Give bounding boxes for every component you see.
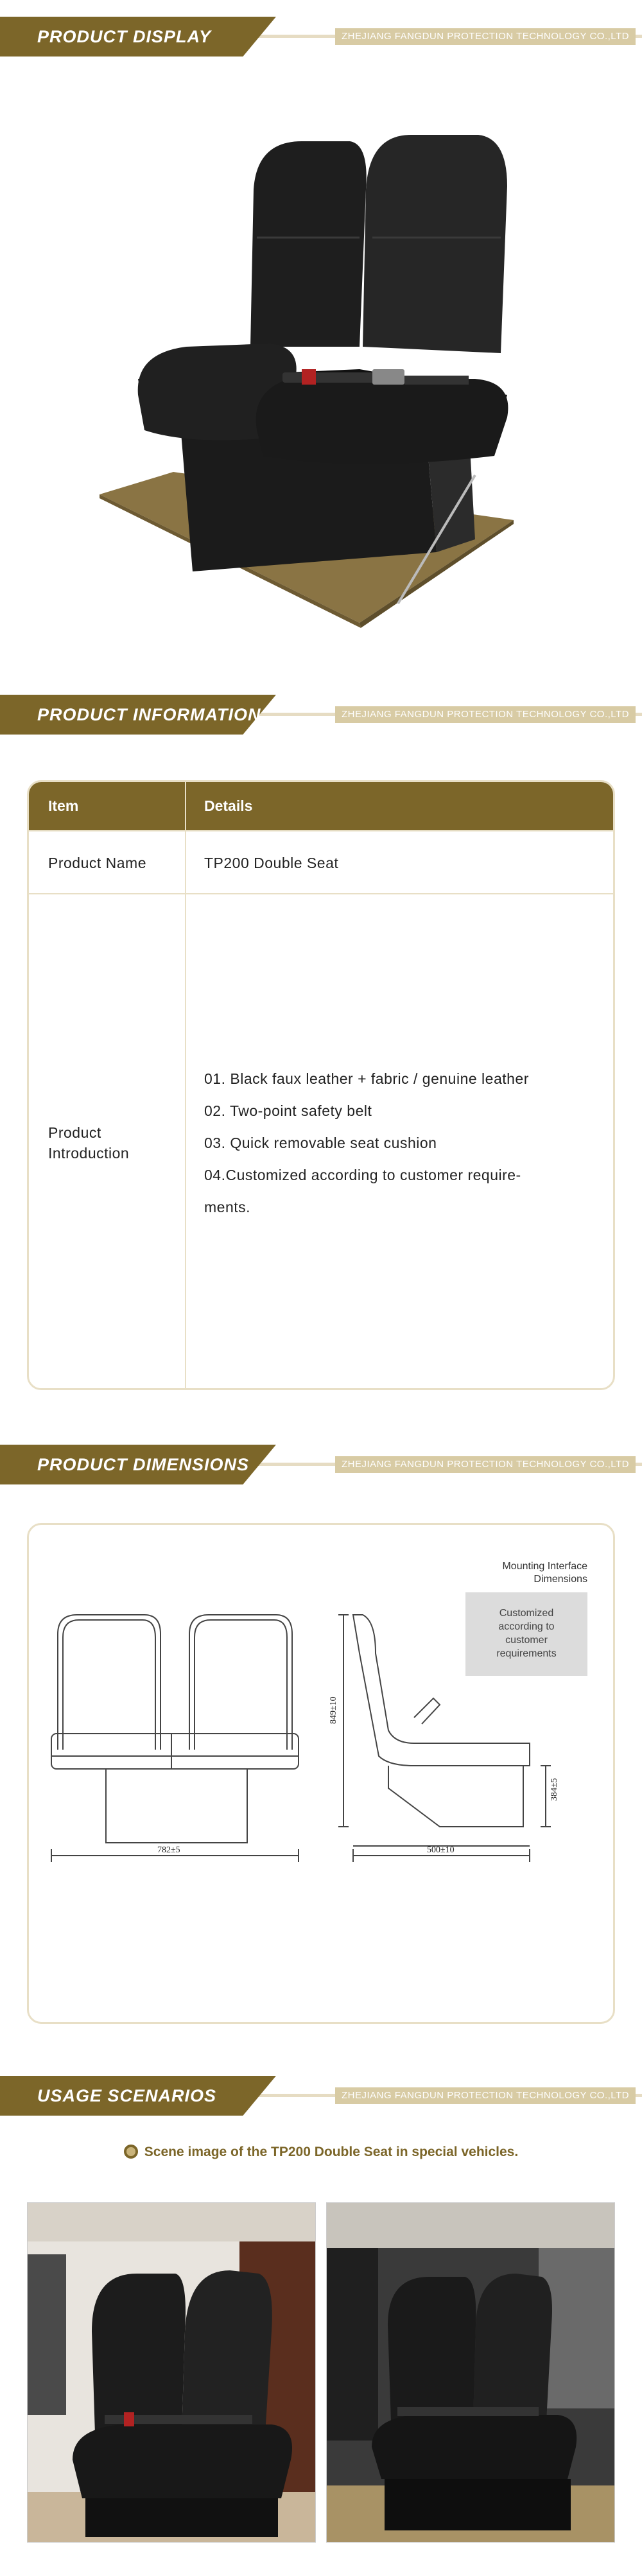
product-image: [0, 45, 642, 636]
mount-note-line: customer: [505, 1635, 548, 1646]
backrest-left: [250, 141, 367, 347]
depth-dimension: 500±10: [427, 1845, 455, 1855]
section-title: PRODUCT INFORMATION: [37, 705, 261, 724]
product-intro-label: [29, 894, 186, 1390]
cushion-right: [256, 379, 508, 464]
table-row: [29, 893, 613, 1390]
side-height-dimension: 384±5: [550, 1778, 559, 1801]
section-title: PRODUCT DISPLAY: [37, 27, 212, 46]
scene-image-2: [326, 2202, 615, 2543]
bullet-icon: [124, 2145, 138, 2159]
front-backrest-left: [58, 1615, 160, 1750]
caption-text: Scene image of the TP200 Double Seat in special vehicles.: [144, 2145, 519, 2159]
section-banner-dimensions: [0, 1445, 642, 1484]
header-details: Details: [204, 797, 253, 814]
company-name: ZHEJIANG FANGDUN PROTECTION TECHNOLOGY CO.,LTD: [335, 28, 636, 45]
product-info-table: [27, 780, 615, 1390]
dimensions-panel: [27, 1523, 615, 2024]
scene-image-1: [27, 2202, 316, 2543]
mount-note-line: requirements: [496, 1648, 557, 1659]
front-backrest-right: [189, 1615, 292, 1750]
product-intro-details: [186, 894, 613, 1390]
section-title: USAGE SCENARIOS: [37, 2086, 217, 2105]
intro-line: 04.Customized according to customer require-: [204, 1166, 521, 1183]
intro-line: 02. Two-point safety belt: [204, 1102, 372, 1119]
intro-line: 01. Black faux leather + fabric / genuine leather: [204, 1070, 529, 1087]
intro-line: 03. Quick removable seat cushion: [204, 1134, 437, 1151]
width-dimension: 782±5: [157, 1845, 180, 1855]
section-banner-usage: [0, 2076, 642, 2116]
table-header: [29, 782, 613, 830]
product-name-label: Product Name: [29, 831, 186, 893]
product-name-value: TP200 Double Seat: [204, 855, 339, 871]
seat-illustration: [0, 45, 642, 636]
header-item: Item: [29, 782, 186, 830]
side-profile: [353, 1615, 530, 1766]
section-banner-information: [0, 695, 642, 735]
intro-label-line: Introduction: [48, 1144, 130, 1162]
technical-drawing: [29, 1525, 613, 2023]
mount-title-line: Mounting Interface: [502, 1561, 587, 1572]
intro-line: ments.: [204, 1198, 251, 1215]
height-dimension: 849±10: [329, 1696, 338, 1724]
table-row: [29, 830, 613, 893]
section-title: PRODUCT DIMENSIONS: [37, 1455, 250, 1474]
mount-note-line: according to: [498, 1621, 555, 1632]
company-name: ZHEJIANG FANGDUN PROTECTION TECHNOLOGY CO.,LTD: [335, 706, 636, 723]
company-name: ZHEJIANG FANGDUN PROTECTION TECHNOLOGY CO.,LTD: [335, 2087, 636, 2104]
mount-note-line: Customized: [499, 1608, 554, 1619]
usage-caption: [0, 2145, 642, 2160]
intro-label-line: Product: [48, 1124, 101, 1141]
backrest-right: [363, 135, 507, 353]
company-name: ZHEJIANG FANGDUN PROTECTION TECHNOLOGY CO.,LTD: [335, 1456, 636, 1473]
mount-title-line: Dimensions: [534, 1574, 587, 1585]
